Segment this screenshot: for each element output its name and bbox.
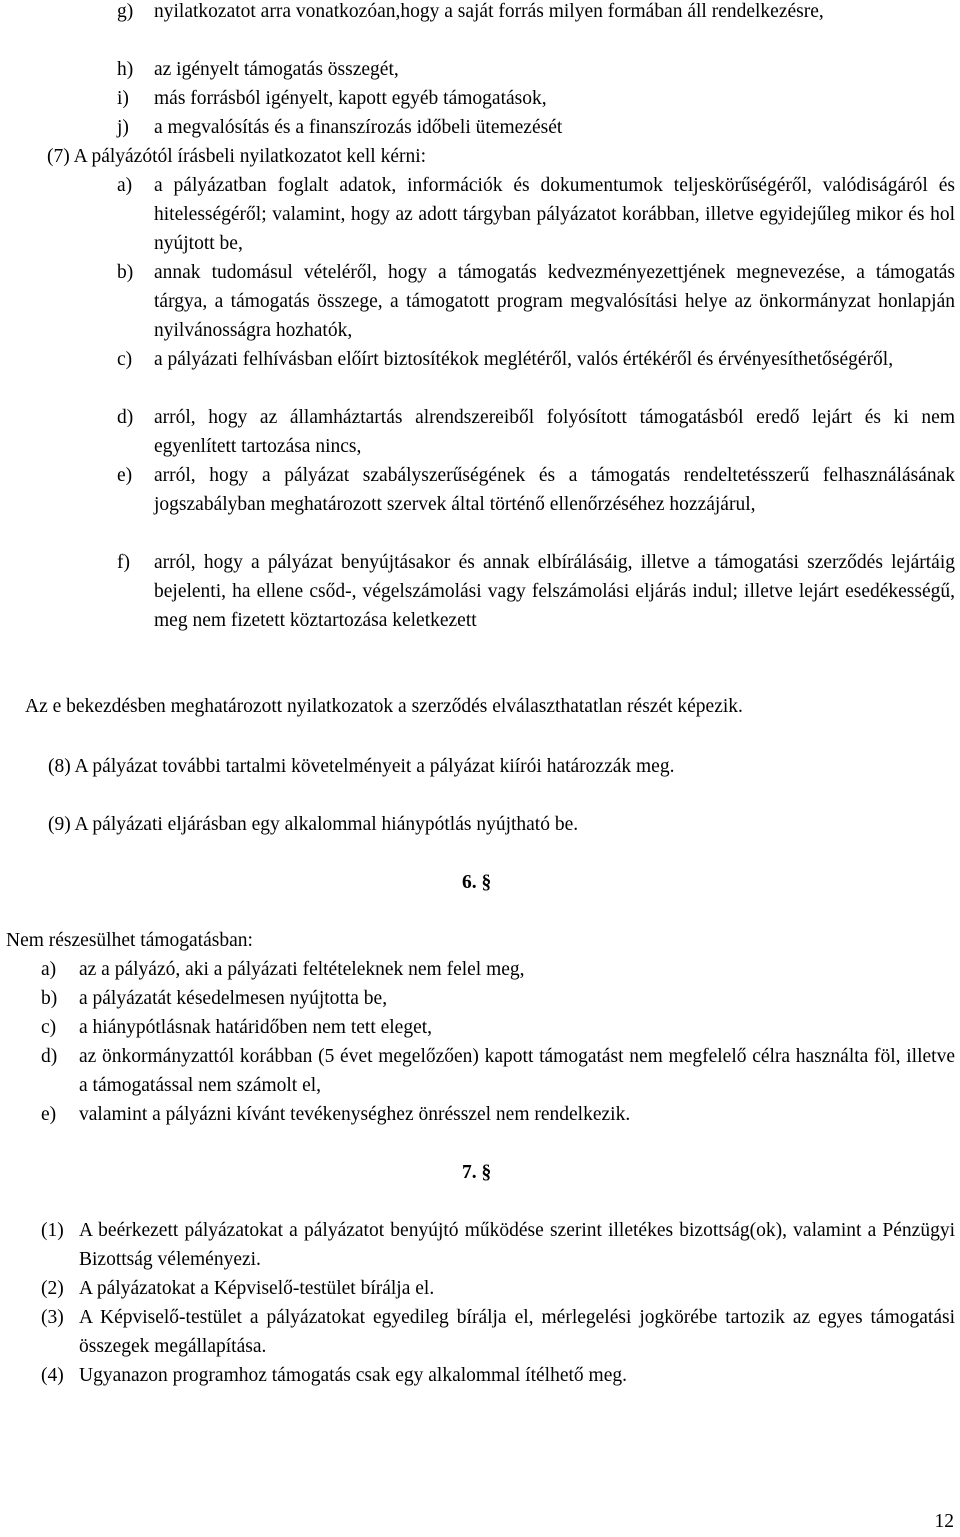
list-item-label: e) — [41, 1104, 57, 1125]
list-item-text: az önkormányzattól korábban (5 évet megelőzően) kapott támogatást nem megfelelő célra használta föl, illetve a támogatással nem számolt el, — [79, 1046, 955, 1096]
paragraph-label: (7) — [47, 146, 70, 167]
section-6-heading: 6. § — [462, 872, 492, 893]
list-item-text: A beérkezett pályázatokat a pályázatot benyújtó működése szerint illetékes bizottság(ok), valamint a Pénzügyi Bizottság véleményezi. — [79, 1220, 955, 1270]
list-item-text: az a pályázó, aki a pályázati feltételeknek nem felel meg, — [79, 959, 525, 980]
list-item-label: d) — [117, 407, 134, 428]
section6-item-b — [41, 984, 955, 1013]
list-item-text: arról, hogy az államháztartás alrendszereiből folyósított támogatásból eredő lejárt és ki nem egyenlített tartozása nincs, — [154, 407, 955, 457]
list-item-text: Ugyanazon programhoz támogatás csak egy alkalommal ítélhető meg. — [79, 1365, 627, 1386]
list-item-text: a pályázati felhívásban előírt biztosítékok meglétéről, valós értékéről és érvényesíthetőségéről, — [154, 349, 894, 370]
section-7-heading: 7. § — [462, 1162, 492, 1183]
list-item-label: a) — [41, 959, 57, 980]
section7-item-3 — [41, 1303, 955, 1361]
list-item-label: e) — [117, 465, 133, 486]
section6-item-c — [41, 1013, 955, 1042]
paragraph-intro: A pályázótól írásbeli nyilatkozatot kell kérni: — [73, 146, 427, 167]
para7-item-a — [117, 171, 955, 258]
list-item-text: A pályázatokat a Képviselő-testület bírálja el. — [79, 1278, 435, 1299]
section6-item-d — [41, 1042, 955, 1100]
para7-item-b — [117, 258, 955, 345]
list-item-label: g) — [117, 1, 134, 22]
list-item-text: a hiánypótlásnak határidőben nem tett eleget, — [79, 1017, 433, 1038]
list-item-i — [117, 84, 955, 113]
list-item-label: b) — [117, 262, 134, 283]
list-item-text: más forrásból igényelt, kapott egyéb támogatások, — [154, 88, 547, 109]
list-item-label: b) — [41, 988, 58, 1009]
paragraph-9: (9) A pályázati eljárásban egy alkalommal hiánypótlás nyújtható be. — [48, 814, 579, 835]
section7-item-2 — [41, 1274, 955, 1303]
list-item-label: a) — [117, 175, 133, 196]
para7-item-e — [117, 461, 955, 519]
list-item-label: d) — [41, 1046, 58, 1067]
list-item-label: (4) — [41, 1365, 64, 1386]
list-item-label: (3) — [41, 1307, 64, 1328]
section6-item-e — [41, 1100, 955, 1129]
list-item-text: nyilatkozatot arra vonatkozóan,hogy a saját forrás milyen formában áll rendelkezésre, — [154, 1, 824, 22]
list-item-text: A Képviselő-testület a pályázatokat egyedileg bírálja el, mérlegelési jogkörébe tartozik az egyes támogatási összegek megállapítása. — [79, 1307, 955, 1357]
para7-item-d — [117, 403, 955, 461]
list-item-label: c) — [41, 1017, 57, 1038]
list-item-text: arról, hogy a pályázat benyújtásakor és annak elbírálásáig, illetve a támogatási szerződés lejártáig bejelenti, ha ellene csőd-, végelszámolási vagy felszámolási eljárás indul; illetve lejárt esedékességű, meg nem fizetett köztartozása keletkezett — [154, 552, 955, 631]
list-item-label: f) — [117, 552, 130, 573]
list-item-label: (2) — [41, 1278, 64, 1299]
section-6-intro: Nem részesülhet támogatásban: — [6, 930, 253, 951]
list-item-text: a pályázatban foglalt adatok, információk és dokumentumok teljeskörűségéről, valódiságáról és hitelességéről; valamint, hogy az adott tárgyban pályázatot korábban, illetve egyidejűleg mikor és hol nyújtott be, — [154, 175, 955, 254]
section6-item-a — [41, 955, 955, 984]
list-item-label: h) — [117, 59, 134, 80]
section7-item-4 — [41, 1361, 955, 1390]
paragraph-8: (8) A pályázat további tartalmi követelményeit a pályázat kiírói határozzák meg. — [48, 756, 675, 777]
list-item-text: a pályázatát késedelmesen nyújtotta be, — [79, 988, 388, 1009]
list-item-label: j) — [117, 117, 129, 138]
section7-item-1 — [41, 1216, 955, 1274]
page-number: 12 — [934, 1511, 954, 1532]
para7-item-f — [117, 548, 955, 635]
para7-item-c — [117, 345, 955, 374]
list-item-g — [117, 0, 955, 26]
list-item-h — [117, 55, 955, 84]
closing-sentence: Az e bekezdésben meghatározott nyilatkozatok a szerződés elválaszthatatlan részét képezik. — [25, 696, 743, 717]
list-item-text: annak tudomásul vételéről, hogy a támogatás kedvezményezettjének megnevezése, a támogatás tárgya, a támogatás összege, a támogatott program megvalósítási helye az önkormányzat honlapján nyilvánosságra hozhatók, — [154, 262, 955, 341]
paragraph-7-intro — [47, 142, 426, 171]
list-item-label: (1) — [41, 1220, 64, 1241]
list-item-j — [117, 113, 955, 142]
list-item-label: i) — [117, 88, 129, 109]
list-item-text: az igényelt támogatás összegét, — [154, 59, 399, 80]
list-item-text: valamint a pályázni kívánt tevékenységhez önrésszel nem rendelkezik. — [79, 1104, 631, 1125]
list-item-label: c) — [117, 349, 133, 370]
list-item-text: arról, hogy a pályázat szabályszerűségének és a támogatás rendeltetésszerű felhasználásának jogszabályban meghatározott szervek által történő ellenőrzéséhez hozzájárul, — [154, 465, 955, 515]
list-item-text: a megvalósítás és a finanszírozás időbeli ütemezését — [154, 117, 563, 138]
